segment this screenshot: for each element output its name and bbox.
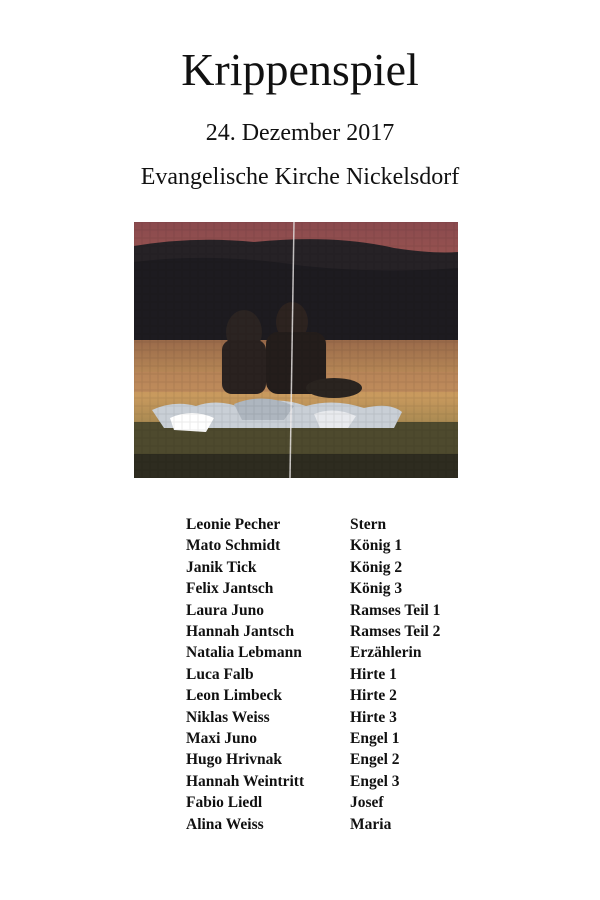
cast-member-name: Mato Schmidt — [186, 537, 281, 555]
cast-member-role: Stern — [350, 516, 387, 533]
cast-row — [186, 600, 486, 621]
cast-member-role: Ramses Teil 1 — [350, 601, 441, 619]
cast-member-role: Hirte 2 — [350, 687, 397, 705]
cast-member-name: Janik Tick — [186, 558, 257, 576]
cast-member-name: Hannah Weintritt — [186, 772, 305, 790]
cast-member-name: Laura Juno — [186, 601, 264, 619]
cast-row — [186, 749, 486, 770]
cast-member-role: Engel 3 — [350, 772, 400, 790]
cast-member-role: Hirte 1 — [350, 665, 397, 683]
cast-member-name: Maxi Juno — [186, 730, 258, 748]
cast-row — [186, 707, 486, 728]
cast-member-role: Erzählerin — [350, 644, 422, 662]
cast-member-name: Leon Limbeck — [186, 687, 283, 705]
cast-member-name: Natalia Lebmann — [186, 644, 302, 662]
cast-member-name: Hugo Hrivnak — [186, 751, 283, 769]
cast-member-role: König 2 — [350, 558, 403, 576]
cast-row — [186, 642, 486, 663]
cast-row — [186, 557, 486, 578]
cast-member-role: Engel 1 — [350, 730, 400, 748]
cast-row — [186, 621, 486, 642]
cast-member-role: König 3 — [350, 580, 403, 598]
cast-member-name: Luca Falb — [186, 665, 254, 683]
cast-row — [186, 771, 486, 792]
event-venue: Evangelische Kirche Nickelsdorf — [140, 164, 460, 190]
cast-member-name: Felix Jantsch — [186, 580, 274, 598]
cast-member-role: Engel 2 — [350, 751, 400, 769]
cast-member-role: Hirte 3 — [350, 708, 397, 726]
cast-row — [186, 814, 486, 835]
cast-member-name: Leonie Pecher — [186, 516, 281, 533]
event-date: 24. Dezember 2017 — [205, 120, 395, 146]
cast-row — [186, 535, 486, 556]
nativity-scene-photo — [134, 222, 458, 478]
cast-member-role: Josef — [350, 794, 384, 812]
document-title: Krippenspiel — [181, 44, 419, 95]
cast-member-role: Ramses Teil 2 — [350, 623, 441, 641]
cast-row — [186, 664, 486, 685]
cast-member-role: Maria — [350, 815, 392, 833]
cast-row — [186, 792, 486, 813]
cast-list — [186, 514, 486, 835]
cast-member-name: Fabio Liedl — [186, 794, 263, 812]
nativity-scene-image — [134, 222, 458, 478]
cast-row — [186, 578, 486, 599]
cast-member-name: Niklas Weiss — [186, 708, 270, 726]
cast-row — [186, 514, 486, 535]
cast-member-name: Alina Weiss — [186, 815, 264, 833]
cast-member-name: Hannah Jantsch — [186, 623, 295, 641]
cast-row — [186, 728, 486, 749]
cast-member-role: König 1 — [350, 537, 403, 555]
cast-row — [186, 685, 486, 706]
